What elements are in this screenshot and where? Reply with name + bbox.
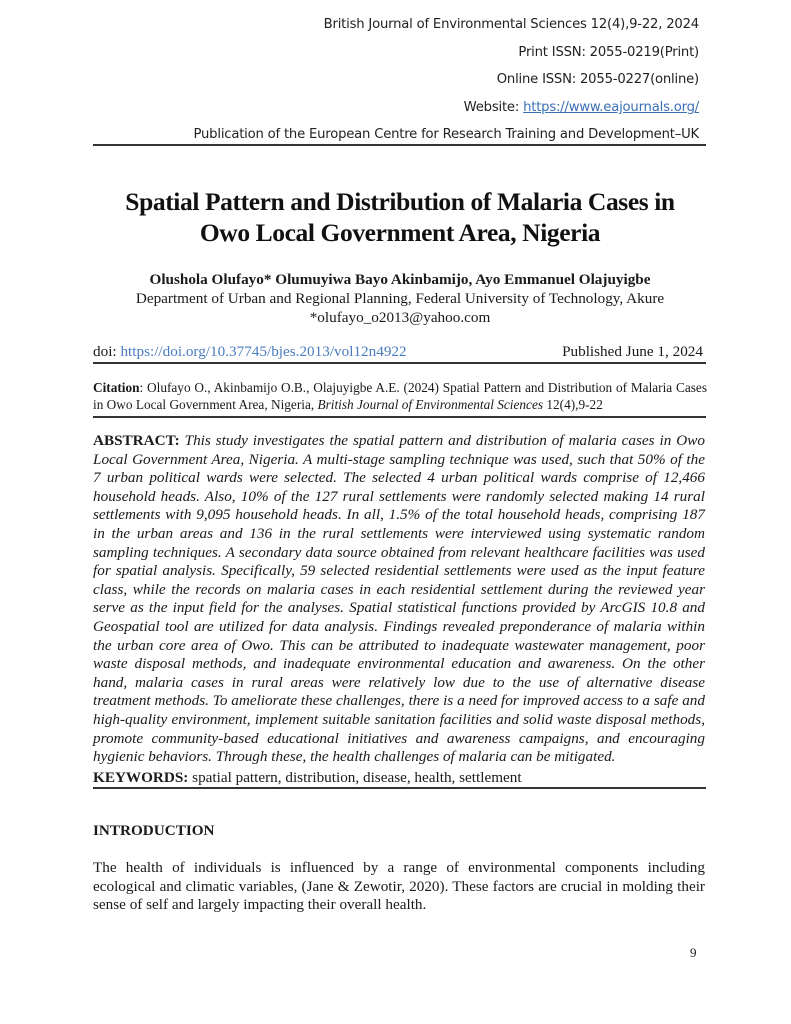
online-issn: Online ISSN: 2055-0227(online) <box>496 72 699 87</box>
doi-label: doi: <box>93 343 121 360</box>
doi-line <box>93 343 407 361</box>
affiliation: Department of Urban and Regional Planning, Federal University of Technology, Akure <box>135 290 665 307</box>
citation-volume: 12(4),9-22 <box>543 397 603 412</box>
introduction-paragraph: The health of individuals is influenced by a range of environmental components including ecological and climatic variables, (Jane & Zewotir, 2020). These factors are crucial in molding their sense of self and largely impacting their overall health. <box>93 859 705 914</box>
authors: Olushola Olufayo* Olumuyiwa Bayo Akinbamijo, Ayo Emmanuel Olajuyigbe <box>149 271 651 288</box>
title-line-1: Spatial Pattern and Distribution of Malaria Cases in <box>125 187 675 216</box>
website-link[interactable]: https://www.eajournals.org/ <box>523 100 699 115</box>
published-date: Published June 1, 2024 <box>562 343 703 360</box>
keywords <box>93 769 522 787</box>
journal-citation-line: British Journal of Environmental Sciences 12(4),9-22, 2024 <box>323 17 699 32</box>
website-line <box>464 100 699 115</box>
introduction-heading: INTRODUCTION <box>93 822 215 839</box>
print-issn: Print ISSN: 2055-0219(Print) <box>518 45 699 60</box>
title-line-2: Owo Local Government Area, Nigeria <box>199 218 601 247</box>
abstract-label: ABSTRACT: <box>93 432 180 449</box>
abstract-text: This study investigates the spatial pattern and distribution of malaria cases in Owo Local Government Area, Nigeria. A multi-stage sampling technique was used, such that 50% of the 7 urban political wards were selected. The selected 4 urban political wards comprise of 12,466 household heads. Also, 10% of the 127 rural settlements were randomly selected making 14 rural settlements with 9,095 household heads. In all, 1.5% of the total household heads, comprising 187 in the urban areas and 136 in the rural settlements were interviewed using systematic random sampling techniques. A secondary data source obtained from relevant healthcare facilities was used for spatial analysis. Specifically, 59 selected residential settlements were used as the input feature class, while the records on malaria cases in each residential settlement during the reviewed year serve as the input field for the analyses. Spatial statistical functions provided by ArcGIS 10.8 and Geospatial tool are utilized for data analysis. Findings revealed preponderance of malaria within the urban core area of Owo. This can be attributed to inadequate wastewater management, poor waste disposal methods, and inadequate environmental education and awareness. On the other hand, malaria cases in rural areas were relatively low due to the use of alternative disease treatment methods. To ameliorate these challenges, there is a need for improved access to a safe and high-quality environment, implement suitable sanitation facilities and solid waste disposal methods, promote community-based educational initiatives and awareness campaigns, and encouraging hygienic behaviors. Through these, the health challenges of malaria can be mitigated. <box>93 432 705 766</box>
doi-divider <box>93 362 706 364</box>
citation-text: : Olufayo O., Akinbamijo O.B., Olajuyigbe A.E. (2024) Spatial Pattern and Distribution of Malaria Cases in Owo Local Government Area, Nigeria, <box>93 380 707 412</box>
keywords-divider <box>93 787 706 789</box>
keywords-label: KEYWORDS: <box>93 769 189 786</box>
citation-journal: British Journal of Environmental Sciences <box>317 397 544 412</box>
abstract <box>93 432 705 767</box>
website-label: Website: <box>463 100 524 115</box>
publisher-line: Publication of the European Centre for Research Training and Development–UK <box>193 127 699 142</box>
author-email: *olufayo_o2013@yahoo.com <box>309 309 491 326</box>
citation-divider <box>93 416 706 418</box>
citation-label: Citation <box>93 380 140 395</box>
page-number: 9 <box>690 945 697 960</box>
citation-block <box>93 379 707 413</box>
article-title <box>90 186 710 248</box>
header-divider <box>93 144 706 146</box>
doi-link[interactable]: https://doi.org/10.37745/bjes.2013/vol12n4922 <box>120 343 407 360</box>
keywords-text: spatial pattern, distribution, disease, health, settlement <box>188 769 522 786</box>
